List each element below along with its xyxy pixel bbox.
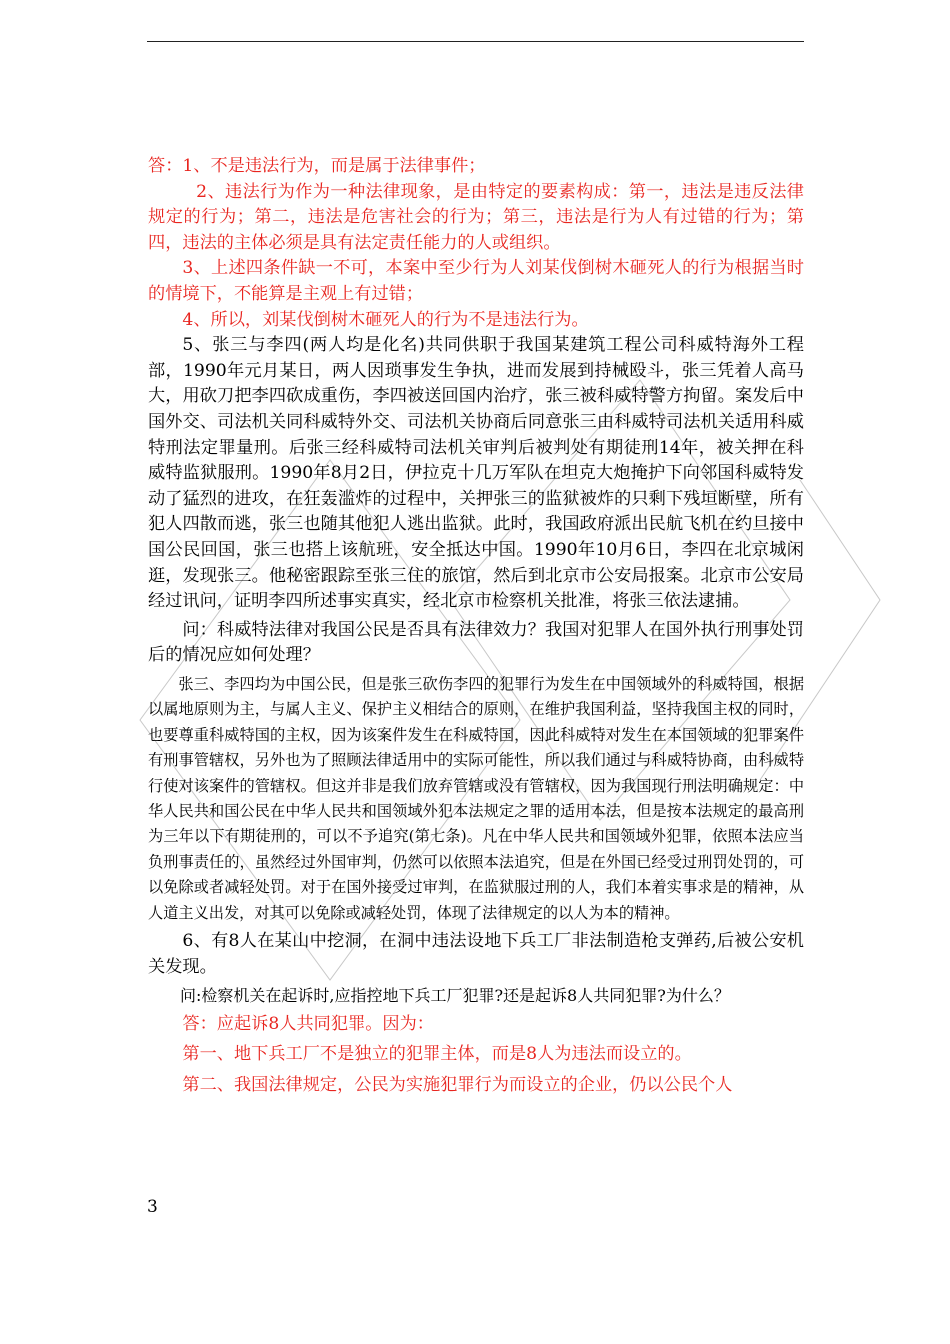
case6-reason1: 第一、地下兵工厂不是独立的犯罪主体，而是8人为违法而设立的。	[182, 1044, 692, 1065]
case5-answer: 张三、李四均为中国公民，但是张三砍伤李四的犯罪行为发生在中国领域外的科威特国，根据以属地原则为主，与属人主义、保护主义相结合的原则，在维护我国利益，坚持我国主权的同时，也要尊重科威特国的主权，因为该案件发生在科威特国，因此科威特对发生在本国领域的犯罪案件有刑事管辖权，另外也为了照顾法律适用中的实际可能性，所以我们通过与科威特协商，由科威特行使对该案件的管辖权。但这并非是我们放弃管辖或没有管辖权，因为我国现行刑法明确规定：中华人民共和国公民在中华人民共和国领域外犯本法规定之罪的适用本法，但是按本法规定的最高刑为三年以下有期徒刑的，可以不予追究(第七条)。凡在中华人民共和国领域外犯罪，依照本法应当负刑事责任的，虽然经过外国审判，仍然可以依照本法追究，但是在外国已经受过刑罚处罚的，可以免除或者减轻处罚。对于在国外接受过审判，在监狱服过刑的人，我们本着实事求是的精神，从人道主义出发，对其可以免除或减轻处罚，体现了法律规定的以人为本的精神。	[148, 674, 804, 922]
answer1-line1: 答：1、不是违法行为，而是属于法律事件；	[148, 156, 486, 176]
case6-reason2: 第二、我国法律规定，公民为实施犯罪行为而设立的企业，仍以公民个人	[182, 1074, 733, 1095]
answer1-point2: 2、违法行为作为一种法律现象，是由特定的要素构成：第一，违法是违反法律规定的行为；第二，违法是危害社会的行为；第三，违法是行为人有过错的行为；第四，违法的主体必须是具有法定责任能力的人或组织。	[148, 181, 804, 253]
answer1-point4: 4、所以，刘某伐倒树木砸死人的行为不是违法行为。	[182, 309, 589, 330]
answer1-point3: 3、上述四条件缺一不可，本案中至少行为人刘某伐倒树木砸死人的行为根据当时的情境下，不能算是主观上有过错；	[148, 258, 804, 304]
header-rule	[147, 41, 804, 42]
case6-answer-line: 答：应起诉8人共同犯罪。因为：	[182, 1013, 434, 1034]
case6-question: 问:检察机关在起诉时,应指控地下兵工厂犯罪?还是起诉8人共同犯罪?为什么？	[180, 986, 730, 1006]
case5-question: 问：科威特法律对我国公民是否具有法律效力？我国对犯罪人在国外执行刑事处罚后的情况应如何处理？	[148, 619, 804, 666]
case5-text: 5、张三与李四(两人均是化名)共同供职于我国某建筑工程公司科威特海外工程部，1990年元月某日，两人因琐事发生争执，进而发展到持械殴斗，张三凭着人高马大，用砍刀把李四砍成重伤，李四被送回国内治疗，张三被科威特警方拘留。案发后中国外交、司法机关同科威特外交、司法机关协商后同意张三由科威特司法机关适用科威特刑法定罪量刑。后张三经科威特司法机关审判后被判处有期徒刑14年，被关押在科威特监狱服刑。1990年8月2日，伊拉克十几万军队在坦克大炮掩护下向邻国科威特发动了猛烈的进攻，在狂轰滥炸的过程中，关押张三的监狱被炸的只剩下残垣断壁，所有犯人四散而逃，张三也随其他犯人逃出监狱。此时，我国政府派出民航飞机在约旦接中国公民回国，张三也搭上该航班，安全抵达中国。1990年10月6日，李四在北京城闲逛，发现张三。他秘密跟踪至张三住的旅馆，然后到北京市公安局报案。北京市公安局经过讯问，证明李四所述事实真实，经北京市检察机关批准，将张三依法逮捕。	[148, 335, 804, 612]
case6-text: 6、有8人在某山中挖洞，在洞中违法设地下兵工厂非法制造枪支弹药,后被公安机关发现。	[148, 930, 804, 977]
page-number: 3	[147, 1197, 158, 1217]
document-body	[148, 154, 804, 1099]
